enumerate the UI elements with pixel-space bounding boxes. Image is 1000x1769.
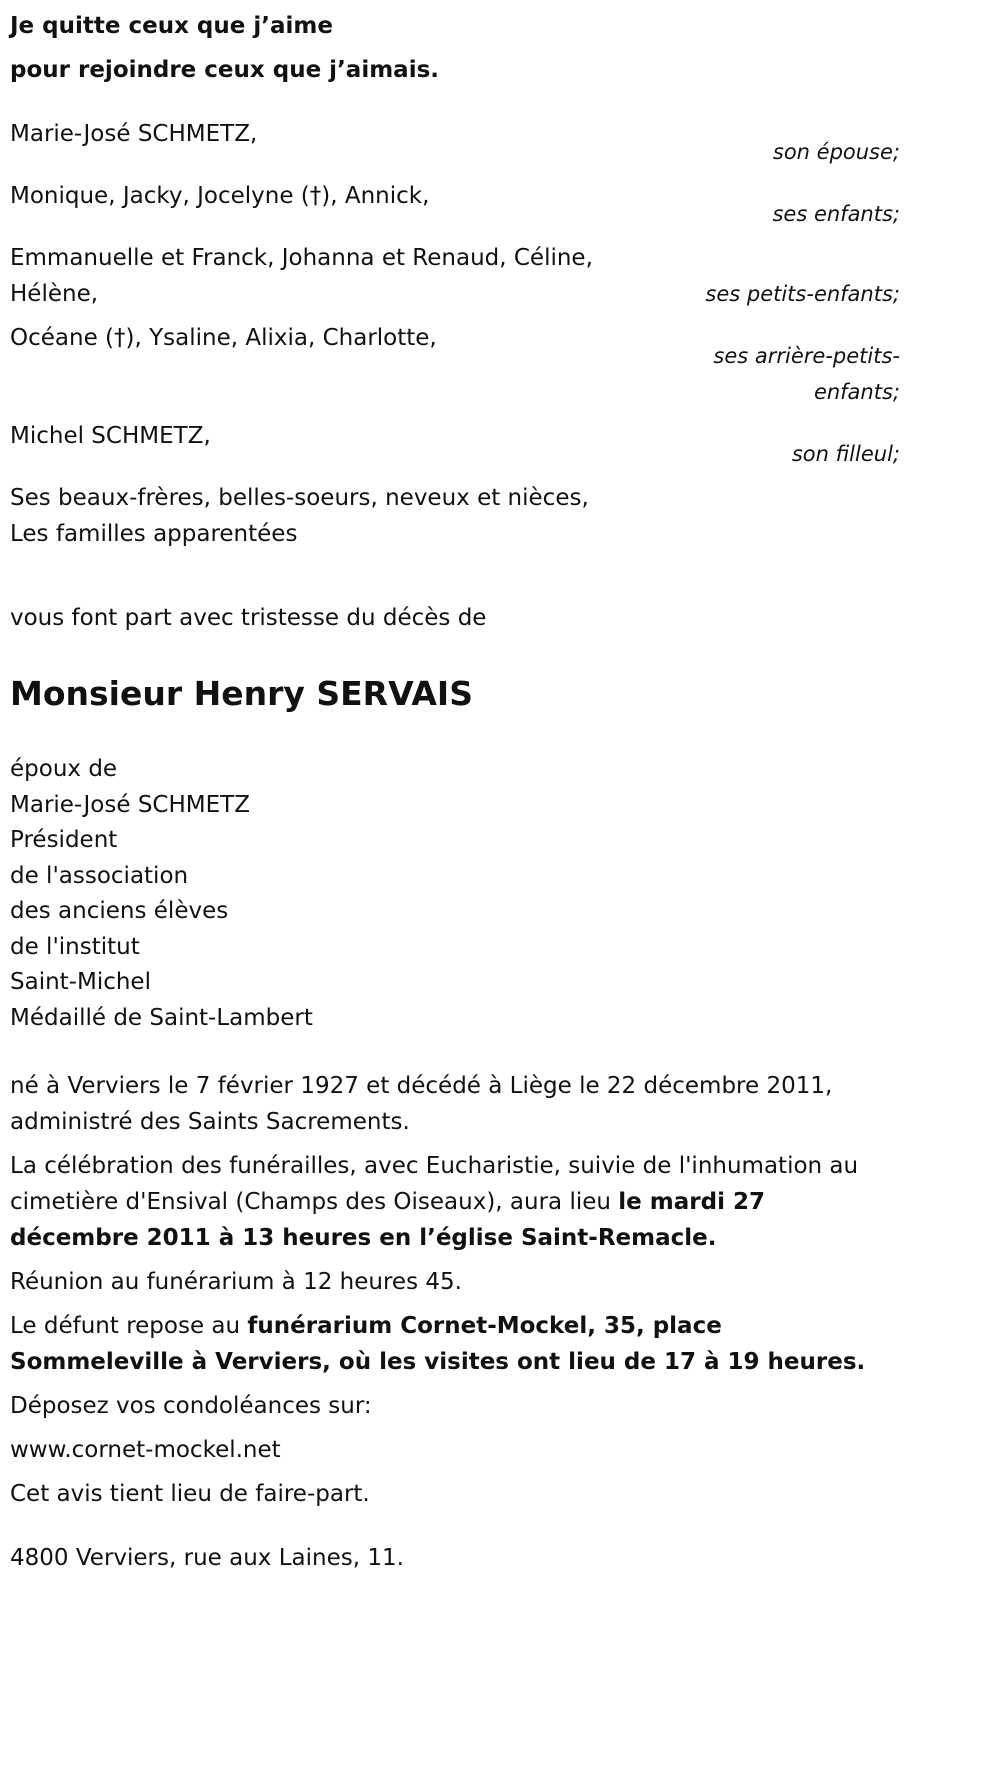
title-line: Marie-José SCHMETZ [10, 791, 250, 818]
deceased-titles [10, 752, 900, 1036]
title-line: Saint-Michel [10, 969, 151, 995]
gathering: Réunion au funérarium à 12 heures 45. [10, 1269, 462, 1295]
relatives-line-2: Les familles apparentées [10, 521, 298, 547]
family-row-godson [10, 418, 900, 472]
family-list [10, 116, 900, 552]
relatives-line-1: Ses beaux-frères, belles-soeurs, neveux et nièces, [10, 485, 589, 511]
title-line: époux de [10, 756, 118, 782]
family-names: Monique, Jacky, Jocelyne (†), Annick, [10, 183, 430, 209]
family-names: Emmanuelle et Franck, Johanna et Renaud, Céline, Hélène, [10, 245, 593, 307]
rest-location: funérarium Cornet-Mockel, 35, place Sommeleville à Verviers, où les visites ont lieu de 17 à 19 heures. [10, 1313, 866, 1375]
family-role: ses petits-enfants; [705, 282, 900, 306]
family-role: son épouse; [772, 140, 900, 164]
family-row-children [10, 178, 900, 232]
epitaph-line-2: pour rejoindre ceux que j’aimais. [10, 57, 440, 83]
details [10, 1068, 900, 1512]
rest-intro: Le défunt repose au [10, 1313, 241, 1339]
funeral-intro: La célébration des funérailles, avec Eucharistie, suivie de l'inhumation au cimetière d'Ensival (Champs des Oiseaux), aura lieu [10, 1153, 859, 1215]
title-line: de l'association [10, 862, 189, 889]
family-names: Michel SCHMETZ, [10, 423, 211, 449]
funeral-info [10, 1148, 900, 1256]
epitaph-line-1: Je quitte ceux que j’aime [10, 13, 333, 39]
notice: Cet avis tient lieu de faire-part. [10, 1481, 370, 1507]
title-line: Président [10, 827, 118, 853]
condolences-label: Déposez vos condoléances sur: [10, 1393, 372, 1419]
funeral-date-place: le mardi 27 décembre 2011 à 13 heures en l’église Saint-Remacle. [10, 1189, 765, 1251]
deceased-name: Monsieur Henry SERVAIS [10, 674, 473, 713]
family-names: Marie-José SCHMETZ, [10, 121, 258, 147]
address: 4800 Verviers, rue aux Laines, 11. [10, 1545, 404, 1571]
family-row-grandchildren [10, 240, 900, 312]
announcement: vous font part avec tristesse du décès de [10, 605, 487, 631]
family-role: son filleul; [791, 442, 900, 466]
birth-death: né à Verviers le 7 février 1927 et décédé à Liège le 22 décembre 2011, administré des Saints Sacrements. [10, 1073, 833, 1135]
family-role: ses arrière-petits-enfants; [713, 344, 900, 404]
family-role: ses enfants; [772, 202, 900, 226]
family-names: Océane (†), Ysaline, Alixia, Charlotte, [10, 325, 437, 351]
epitaph [10, 4, 900, 92]
rest-info [10, 1308, 900, 1380]
title-line: des anciens élèves [10, 898, 229, 924]
condolences-website: www.cornet-mockel.net [10, 1437, 281, 1463]
obituary-notice [10, 0, 900, 1576]
title-line: de l'institut [10, 933, 140, 960]
family-row-great-grandchildren [10, 320, 900, 410]
title-line: Médaillé de Saint-Lambert [10, 1004, 313, 1031]
family-row-spouse [10, 116, 900, 170]
